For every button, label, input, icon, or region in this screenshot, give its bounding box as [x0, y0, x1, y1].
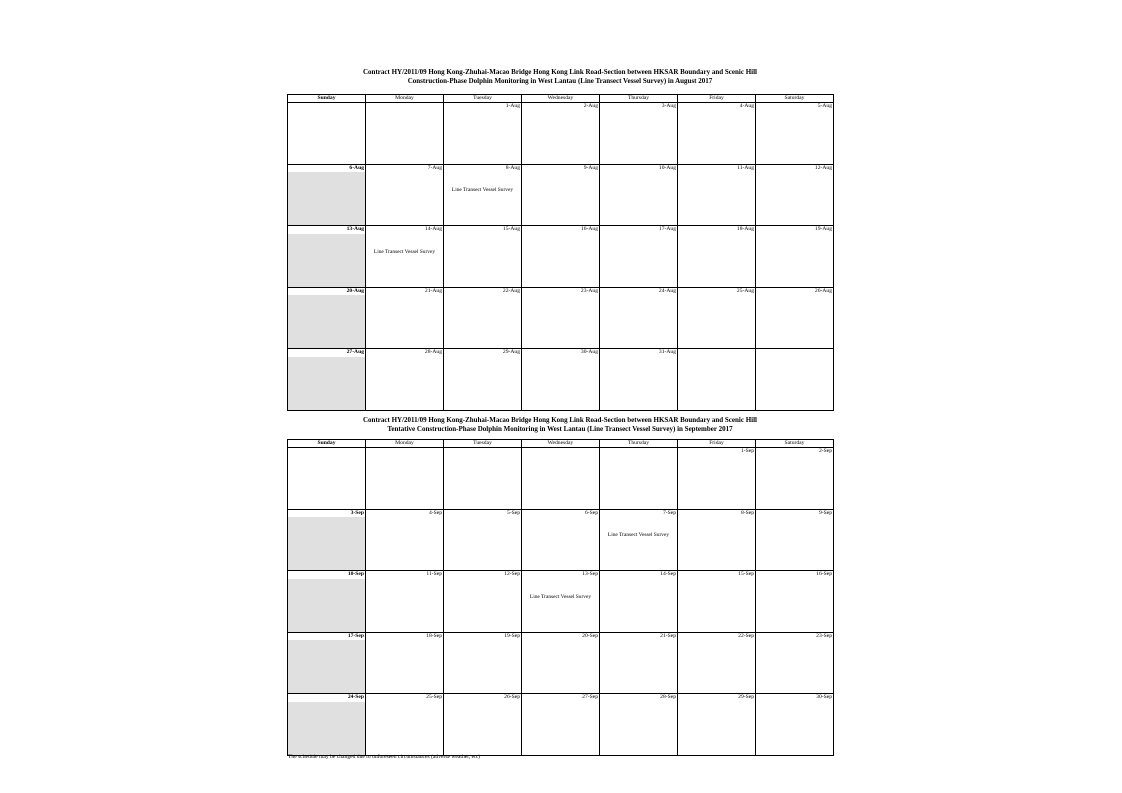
- day-cell: [600, 702, 678, 756]
- day-cell: [366, 234, 444, 288]
- day-date: 1-Aug: [444, 103, 522, 111]
- day-cell: [444, 640, 522, 694]
- day-date: 21-Aug: [366, 287, 444, 295]
- day-date: 24-Sep: [288, 694, 366, 702]
- weekday-header: Friday: [678, 440, 756, 448]
- september-title: [287, 416, 833, 433]
- day-date: 16-Aug: [522, 226, 600, 234]
- day-date: 6-Aug: [288, 164, 366, 172]
- day-cell: [366, 517, 444, 571]
- day-cell: [522, 579, 600, 633]
- survey-event: Line Transect Vessel Survey: [451, 187, 514, 193]
- day-cell: [288, 517, 366, 571]
- day-cell: [756, 172, 834, 226]
- day-date: 23-Aug: [522, 287, 600, 295]
- day-date: 10-Aug: [600, 164, 678, 172]
- day-cell: [366, 172, 444, 226]
- day-cell: [288, 111, 366, 165]
- weekday-header: Saturday: [756, 440, 834, 448]
- day-cell: [756, 640, 834, 694]
- weekday-header: Tuesday: [444, 440, 522, 448]
- day-date: [366, 448, 444, 456]
- day-date: 12-Aug: [756, 164, 834, 172]
- day-cell: [678, 702, 756, 756]
- day-cell: [600, 640, 678, 694]
- day-date: [756, 349, 834, 357]
- day-date: 17-Sep: [288, 632, 366, 640]
- day-cell: [600, 357, 678, 411]
- day-date: 9-Sep: [756, 509, 834, 517]
- weekday-header: Sunday: [288, 440, 366, 448]
- day-cell: [366, 702, 444, 756]
- september-title-line2: Tentative Construction-Phase Dolphin Monitoring in West Lantau (Line Transect Vessel Survey) in September 2017: [387, 424, 733, 433]
- day-cell: [522, 640, 600, 694]
- day-cell: [444, 702, 522, 756]
- day-cell: [600, 234, 678, 288]
- day-date: 4-Sep: [366, 509, 444, 517]
- day-cell: [678, 172, 756, 226]
- weekday-header: Wednesday: [522, 95, 600, 103]
- day-date: 30-Aug: [522, 349, 600, 357]
- day-date: 15-Sep: [678, 571, 756, 579]
- day-date: [288, 448, 366, 456]
- day-date: 1-Sep: [678, 448, 756, 456]
- day-date: 19-Aug: [756, 226, 834, 234]
- day-date: 27-Aug: [288, 349, 366, 357]
- day-date: 21-Sep: [600, 632, 678, 640]
- day-date: 26-Sep: [444, 694, 522, 702]
- day-cell: [288, 456, 366, 510]
- day-cell: [522, 234, 600, 288]
- day-date: 20-Sep: [522, 632, 600, 640]
- day-cell: [756, 517, 834, 571]
- day-cell: [678, 579, 756, 633]
- day-date: 13-Aug: [288, 226, 366, 234]
- day-date: 3-Aug: [600, 103, 678, 111]
- day-cell: [288, 172, 366, 226]
- day-date: 31-Aug: [600, 349, 678, 357]
- day-cell: [678, 234, 756, 288]
- day-cell: [600, 456, 678, 510]
- day-cell: [522, 702, 600, 756]
- day-cell: [444, 517, 522, 571]
- day-date: 2-Aug: [522, 103, 600, 111]
- day-date: 5-Sep: [444, 509, 522, 517]
- day-date: 29-Sep: [678, 694, 756, 702]
- day-cell: [678, 517, 756, 571]
- day-date: 13-Sep: [522, 571, 600, 579]
- day-cell: [366, 456, 444, 510]
- day-cell: [522, 295, 600, 349]
- day-date: 14-Aug: [366, 226, 444, 234]
- day-cell: [522, 517, 600, 571]
- day-date: 25-Sep: [366, 694, 444, 702]
- day-date: 18-Sep: [366, 632, 444, 640]
- day-date: 14-Sep: [600, 571, 678, 579]
- day-date: 2-Sep: [756, 448, 834, 456]
- day-date: 8-Sep: [678, 509, 756, 517]
- day-date: 28-Sep: [600, 694, 678, 702]
- day-cell: [288, 640, 366, 694]
- day-cell: [756, 111, 834, 165]
- day-cell: [522, 456, 600, 510]
- schedule-footnote: The schedule may be changed due to unforeseen circumstances (adverse weather, etc): [288, 754, 481, 760]
- day-cell: [366, 295, 444, 349]
- day-date: 7-Sep: [600, 509, 678, 517]
- day-date: 23-Sep: [756, 632, 834, 640]
- september-calendar: [287, 439, 834, 756]
- august-title-line1: Contract HY/2011/09 Hong Kong-Zhuhai-Macao Bridge Hong Kong Link Road-Section between HKSAR Boundary and Scenic Hill: [363, 68, 757, 76]
- day-date: [366, 103, 444, 111]
- day-cell: [444, 172, 522, 226]
- day-date: [522, 448, 600, 456]
- day-date: 17-Aug: [600, 226, 678, 234]
- weekday-header: Thursday: [600, 440, 678, 448]
- day-cell: [756, 579, 834, 633]
- day-date: 10-Sep: [288, 571, 366, 579]
- day-date: 5-Aug: [756, 103, 834, 111]
- day-date: [444, 448, 522, 456]
- day-date: 9-Aug: [522, 164, 600, 172]
- day-cell: [444, 234, 522, 288]
- day-cell: [288, 579, 366, 633]
- day-date: 18-Aug: [678, 226, 756, 234]
- day-cell: [756, 295, 834, 349]
- survey-event: Line Transect Vessel Survey: [529, 593, 592, 600]
- survey-event: Line Transect Vessel Survey: [607, 532, 670, 538]
- day-date: 11-Sep: [366, 571, 444, 579]
- day-cell: [600, 517, 678, 571]
- day-cell: [678, 640, 756, 694]
- day-cell: [678, 111, 756, 165]
- september-title-line1: Contract HY/2011/09 Hong Kong-Zhuhai-Macao Bridge Hong Kong Link Road-Section between HKSAR Boundary and Scenic Hill: [363, 416, 757, 424]
- survey-event: Line Transect Vessel Survey: [373, 248, 436, 255]
- day-date: [288, 103, 366, 111]
- day-cell: [678, 357, 756, 411]
- day-date: 25-Aug: [678, 287, 756, 295]
- day-cell: [444, 456, 522, 510]
- day-cell: [366, 357, 444, 411]
- weekday-header: Sunday: [288, 95, 366, 103]
- day-date: 27-Sep: [522, 694, 600, 702]
- day-cell: [366, 579, 444, 633]
- day-date: 24-Aug: [600, 287, 678, 295]
- day-cell: [756, 357, 834, 411]
- weekday-header: Friday: [678, 95, 756, 103]
- day-date: 22-Sep: [678, 632, 756, 640]
- day-cell: [600, 172, 678, 226]
- day-date: 12-Sep: [444, 571, 522, 579]
- august-calendar: [287, 94, 834, 411]
- day-cell: [288, 234, 366, 288]
- day-date: 28-Aug: [366, 349, 444, 357]
- weekday-header: Saturday: [756, 95, 834, 103]
- day-date: 8-Aug: [444, 164, 522, 172]
- day-cell: [288, 702, 366, 756]
- day-cell: [522, 172, 600, 226]
- weekday-header: Monday: [366, 440, 444, 448]
- day-cell: [288, 295, 366, 349]
- day-cell: [444, 579, 522, 633]
- day-cell: [522, 357, 600, 411]
- day-cell: [600, 295, 678, 349]
- weekday-header: Tuesday: [444, 95, 522, 103]
- day-cell: [600, 579, 678, 633]
- weekday-header: Monday: [366, 95, 444, 103]
- day-date: 16-Sep: [756, 571, 834, 579]
- day-date: 6-Sep: [522, 509, 600, 517]
- day-date: 19-Sep: [444, 632, 522, 640]
- day-date: 30-Sep: [756, 694, 834, 702]
- august-title-line2: Construction-Phase Dolphin Monitoring in West Lantau (Line Transect Vessel Survey) in August 2017: [407, 76, 713, 85]
- day-cell: [522, 111, 600, 165]
- day-date: 29-Aug: [444, 349, 522, 357]
- day-cell: [288, 357, 366, 411]
- day-date: 11-Aug: [678, 164, 756, 172]
- day-date: 15-Aug: [444, 226, 522, 234]
- day-cell: [678, 456, 756, 510]
- day-date: 22-Aug: [444, 287, 522, 295]
- day-cell: [444, 295, 522, 349]
- day-cell: [678, 295, 756, 349]
- day-date: 7-Aug: [366, 164, 444, 172]
- day-date: 3-Sep: [288, 509, 366, 517]
- day-cell: [444, 111, 522, 165]
- day-cell: [756, 702, 834, 756]
- day-cell: [600, 111, 678, 165]
- day-cell: [366, 111, 444, 165]
- day-cell: [366, 640, 444, 694]
- day-cell: [444, 357, 522, 411]
- weekday-header: Thursday: [600, 95, 678, 103]
- august-title: [287, 68, 833, 85]
- day-cell: [756, 234, 834, 288]
- day-cell: [756, 456, 834, 510]
- day-date: 26-Aug: [756, 287, 834, 295]
- day-date: [678, 349, 756, 357]
- day-date: 20-Aug: [288, 287, 366, 295]
- day-date: [600, 448, 678, 456]
- weekday-header: Wednesday: [522, 440, 600, 448]
- day-date: 4-Aug: [678, 103, 756, 111]
